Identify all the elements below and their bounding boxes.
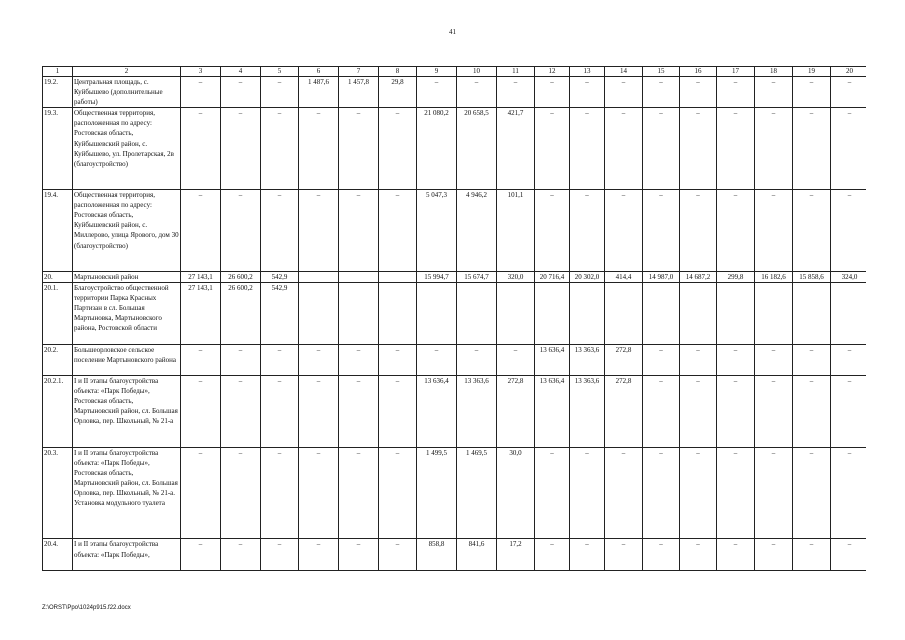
value-cell: – <box>535 77 570 108</box>
column-header: 15 <box>643 67 680 77</box>
value-cell: 320,0 <box>497 271 535 282</box>
value-cell: – <box>755 539 793 570</box>
table-row <box>43 539 867 570</box>
value-cell: – <box>221 447 261 539</box>
value-cell: – <box>570 108 605 190</box>
value-cell: – <box>680 539 717 570</box>
table-row <box>43 375 867 447</box>
column-header: 2 <box>73 67 181 77</box>
value-cell: – <box>755 190 793 272</box>
value-cell: – <box>535 447 570 539</box>
row-name-cell: Большеорловское сельское поселение Мартыновского района <box>73 344 181 375</box>
value-cell: – <box>680 77 717 108</box>
value-cell: – <box>831 108 867 190</box>
row-number-cell: 20.3. <box>43 447 73 539</box>
value-cell: – <box>379 447 417 539</box>
value-cell: – <box>221 108 261 190</box>
value-cell: – <box>755 447 793 539</box>
value-cell: – <box>339 375 379 447</box>
value-cell: 542,9 <box>261 271 299 282</box>
column-header: 4 <box>221 67 261 77</box>
value-cell: 1 457,8 <box>339 77 379 108</box>
value-cell <box>339 271 379 282</box>
value-cell: 17,2 <box>497 539 535 570</box>
column-header: 17 <box>717 67 755 77</box>
column-header: 10 <box>457 67 497 77</box>
value-cell: – <box>680 375 717 447</box>
value-cell: – <box>793 539 831 570</box>
value-cell <box>339 282 379 344</box>
value-cell: – <box>181 447 221 539</box>
column-header: 5 <box>261 67 299 77</box>
value-cell: 27 143,1 <box>181 271 221 282</box>
value-cell: 26 600,2 <box>221 282 261 344</box>
value-cell: – <box>299 375 339 447</box>
value-cell: – <box>643 375 680 447</box>
value-cell: 272,8 <box>497 375 535 447</box>
value-cell <box>717 282 755 344</box>
value-cell <box>570 282 605 344</box>
value-cell: – <box>261 190 299 272</box>
value-cell: – <box>755 108 793 190</box>
value-cell: 858,8 <box>417 539 457 570</box>
value-cell: – <box>793 375 831 447</box>
value-cell: – <box>831 539 867 570</box>
value-cell: – <box>643 539 680 570</box>
table-row <box>43 282 867 344</box>
value-cell: – <box>379 539 417 570</box>
value-cell: – <box>181 539 221 570</box>
value-cell: 4 946,2 <box>457 190 497 272</box>
table-container <box>42 66 866 596</box>
file-path-footer: Z:\ORST\Ppo\1024p915.f22.docx <box>42 605 131 611</box>
row-name-cell: Общественная территория, расположенная по адресу: Ростовская область, Куйбышевский район, с. Миллерово, улица Ярового, дом 30 (благоустройство) <box>73 190 181 272</box>
value-cell: – <box>570 190 605 272</box>
column-header: 8 <box>379 67 417 77</box>
value-cell: 5 047,3 <box>417 190 457 272</box>
value-cell: – <box>221 77 261 108</box>
table-row <box>43 447 867 539</box>
value-cell: – <box>299 344 339 375</box>
value-cell: – <box>221 190 261 272</box>
column-header: 7 <box>339 67 379 77</box>
row-name-cell: Благоустройство общественной территории Парка Красных Партизан в сл. Большая Мартыновка, Мартыновского района, Ростовской области <box>73 282 181 344</box>
value-cell: – <box>643 190 680 272</box>
value-cell: – <box>339 108 379 190</box>
value-cell: – <box>535 539 570 570</box>
value-cell: – <box>570 447 605 539</box>
table-row <box>43 271 867 282</box>
value-cell <box>680 282 717 344</box>
value-cell: – <box>793 344 831 375</box>
value-cell: – <box>261 539 299 570</box>
value-cell: 26 600,2 <box>221 271 261 282</box>
table-row <box>43 77 867 108</box>
value-cell: – <box>831 190 867 272</box>
row-name-cell: I и II этапы благоустройства объекта: «Парк Победы», <box>73 539 181 570</box>
value-cell: – <box>457 344 497 375</box>
value-cell: – <box>379 344 417 375</box>
page-number: 41 <box>449 28 456 36</box>
value-cell: – <box>793 190 831 272</box>
value-cell: – <box>379 375 417 447</box>
value-cell: – <box>535 108 570 190</box>
value-cell: – <box>497 344 535 375</box>
value-cell: – <box>535 190 570 272</box>
value-cell: – <box>299 539 339 570</box>
value-cell: 13 363,6 <box>457 375 497 447</box>
value-cell: – <box>221 539 261 570</box>
value-cell: 13 363,6 <box>570 344 605 375</box>
column-header: 12 <box>535 67 570 77</box>
value-cell: 15 994,7 <box>417 271 457 282</box>
column-header: 20 <box>831 67 867 77</box>
row-number-cell: 20.1. <box>43 282 73 344</box>
table-header <box>43 67 867 77</box>
value-cell: – <box>680 344 717 375</box>
value-cell: – <box>339 190 379 272</box>
value-cell: – <box>339 447 379 539</box>
row-name-cell: Мартыновский район <box>73 271 181 282</box>
value-cell: – <box>181 344 221 375</box>
value-cell: – <box>680 108 717 190</box>
value-cell <box>831 282 867 344</box>
row-number-cell: 20.2.1. <box>43 375 73 447</box>
value-cell: – <box>181 77 221 108</box>
value-cell: 324,0 <box>831 271 867 282</box>
value-cell: – <box>417 344 457 375</box>
value-cell: 272,8 <box>605 375 643 447</box>
value-cell: – <box>755 77 793 108</box>
value-cell: – <box>299 108 339 190</box>
value-cell <box>643 282 680 344</box>
row-name-cell: I и II этапы благоустройства объекта: «Парк Победы», Ростовская область, Мартыновский район, сл. Большая Орловка, пер. Школьный, № 21-а. Установка модульного туалета <box>73 447 181 539</box>
value-cell: – <box>261 108 299 190</box>
row-number-cell: 20.2. <box>43 344 73 375</box>
row-number-cell: 19.3. <box>43 108 73 190</box>
value-cell: – <box>831 447 867 539</box>
value-cell: – <box>717 375 755 447</box>
value-cell: 20 302,0 <box>570 271 605 282</box>
column-header: 9 <box>417 67 457 77</box>
value-cell: 21 080,2 <box>417 108 457 190</box>
value-cell: – <box>831 77 867 108</box>
value-cell: 13 636,4 <box>535 375 570 447</box>
value-cell: – <box>379 190 417 272</box>
value-cell: 841,6 <box>457 539 497 570</box>
value-cell: 542,9 <box>261 282 299 344</box>
value-cell: 20 658,5 <box>457 108 497 190</box>
value-cell: – <box>570 77 605 108</box>
value-cell: – <box>605 447 643 539</box>
column-header: 16 <box>680 67 717 77</box>
value-cell: – <box>793 447 831 539</box>
column-header: 3 <box>181 67 221 77</box>
value-cell: – <box>379 108 417 190</box>
column-header: 14 <box>605 67 643 77</box>
value-cell: 272,8 <box>605 344 643 375</box>
value-cell: 1 487,6 <box>299 77 339 108</box>
value-cell: – <box>339 539 379 570</box>
column-header: 6 <box>299 67 339 77</box>
value-cell: – <box>717 190 755 272</box>
value-cell: – <box>643 447 680 539</box>
row-number-cell: 20. <box>43 271 73 282</box>
value-cell: – <box>680 447 717 539</box>
row-name-cell: I и II этапы благоустройства объекта: «Парк Победы», Ростовская область, Мартыновский район, сл. Большая Орловка, пер. Школьный, № 21-а <box>73 375 181 447</box>
value-cell: – <box>605 108 643 190</box>
column-header: 18 <box>755 67 793 77</box>
value-cell: – <box>717 344 755 375</box>
value-cell <box>755 282 793 344</box>
value-cell <box>379 271 417 282</box>
value-cell: – <box>680 190 717 272</box>
table-row <box>43 108 867 190</box>
row-name-cell: Общественная территория, расположенная по адресу: Ростовская область, Куйбышевский район, с. Куйбышево, ул. Пролетарская, 2в (благоустройство) <box>73 108 181 190</box>
value-cell <box>417 282 457 344</box>
value-cell: – <box>755 344 793 375</box>
value-cell: – <box>570 539 605 570</box>
value-cell: – <box>417 77 457 108</box>
value-cell: – <box>831 375 867 447</box>
value-cell: 30,0 <box>497 447 535 539</box>
value-cell: 1 469,5 <box>457 447 497 539</box>
value-cell: 20 716,4 <box>535 271 570 282</box>
value-cell: – <box>261 375 299 447</box>
value-cell: – <box>717 108 755 190</box>
row-number-cell: 20.4. <box>43 539 73 570</box>
value-cell: 414,4 <box>605 271 643 282</box>
value-cell <box>793 282 831 344</box>
value-cell <box>605 282 643 344</box>
value-cell: – <box>717 77 755 108</box>
value-cell <box>457 282 497 344</box>
value-cell: – <box>181 108 221 190</box>
value-cell: 13 636,4 <box>417 375 457 447</box>
value-cell: – <box>339 344 379 375</box>
value-cell: – <box>831 344 867 375</box>
value-cell: – <box>299 190 339 272</box>
value-cell <box>379 282 417 344</box>
value-cell: – <box>717 447 755 539</box>
value-cell <box>535 282 570 344</box>
value-cell: – <box>643 108 680 190</box>
column-header: 19 <box>793 67 831 77</box>
value-cell: 101,1 <box>497 190 535 272</box>
value-cell: 13 636,4 <box>535 344 570 375</box>
value-cell: 14 987,0 <box>643 271 680 282</box>
value-cell: – <box>497 77 535 108</box>
row-number-cell: 19.2. <box>43 77 73 108</box>
value-cell: – <box>643 77 680 108</box>
value-cell <box>497 282 535 344</box>
value-cell: 299,8 <box>717 271 755 282</box>
value-cell: 15 674,7 <box>457 271 497 282</box>
value-cell <box>299 271 339 282</box>
value-cell: – <box>221 375 261 447</box>
header-row <box>43 67 867 77</box>
value-cell: 1 499,5 <box>417 447 457 539</box>
value-cell: 15 858,6 <box>793 271 831 282</box>
value-cell: 29,8 <box>379 77 417 108</box>
value-cell: 14 687,2 <box>680 271 717 282</box>
value-cell: – <box>643 344 680 375</box>
value-cell: – <box>181 375 221 447</box>
column-header: 13 <box>570 67 605 77</box>
value-cell: – <box>755 375 793 447</box>
table-row <box>43 190 867 272</box>
value-cell: 16 182,6 <box>755 271 793 282</box>
value-cell <box>299 282 339 344</box>
value-cell: 13 363,6 <box>570 375 605 447</box>
column-header: 11 <box>497 67 535 77</box>
value-cell: – <box>717 539 755 570</box>
value-cell: – <box>261 447 299 539</box>
value-cell: – <box>221 344 261 375</box>
value-cell: – <box>181 190 221 272</box>
budget-table <box>42 66 866 571</box>
column-header: 1 <box>43 67 73 77</box>
value-cell: – <box>299 447 339 539</box>
value-cell: – <box>261 344 299 375</box>
value-cell: – <box>793 77 831 108</box>
value-cell: – <box>605 539 643 570</box>
table-row <box>43 344 867 375</box>
value-cell: – <box>605 190 643 272</box>
row-number-cell: 19.4. <box>43 190 73 272</box>
value-cell: – <box>605 77 643 108</box>
table-body <box>43 77 867 571</box>
value-cell: 421,7 <box>497 108 535 190</box>
row-name-cell: Центральная площадь, с. Куйбышево (дополнительные работы) <box>73 77 181 108</box>
value-cell: – <box>793 108 831 190</box>
value-cell: 27 143,1 <box>181 282 221 344</box>
value-cell: – <box>457 77 497 108</box>
value-cell: – <box>261 77 299 108</box>
